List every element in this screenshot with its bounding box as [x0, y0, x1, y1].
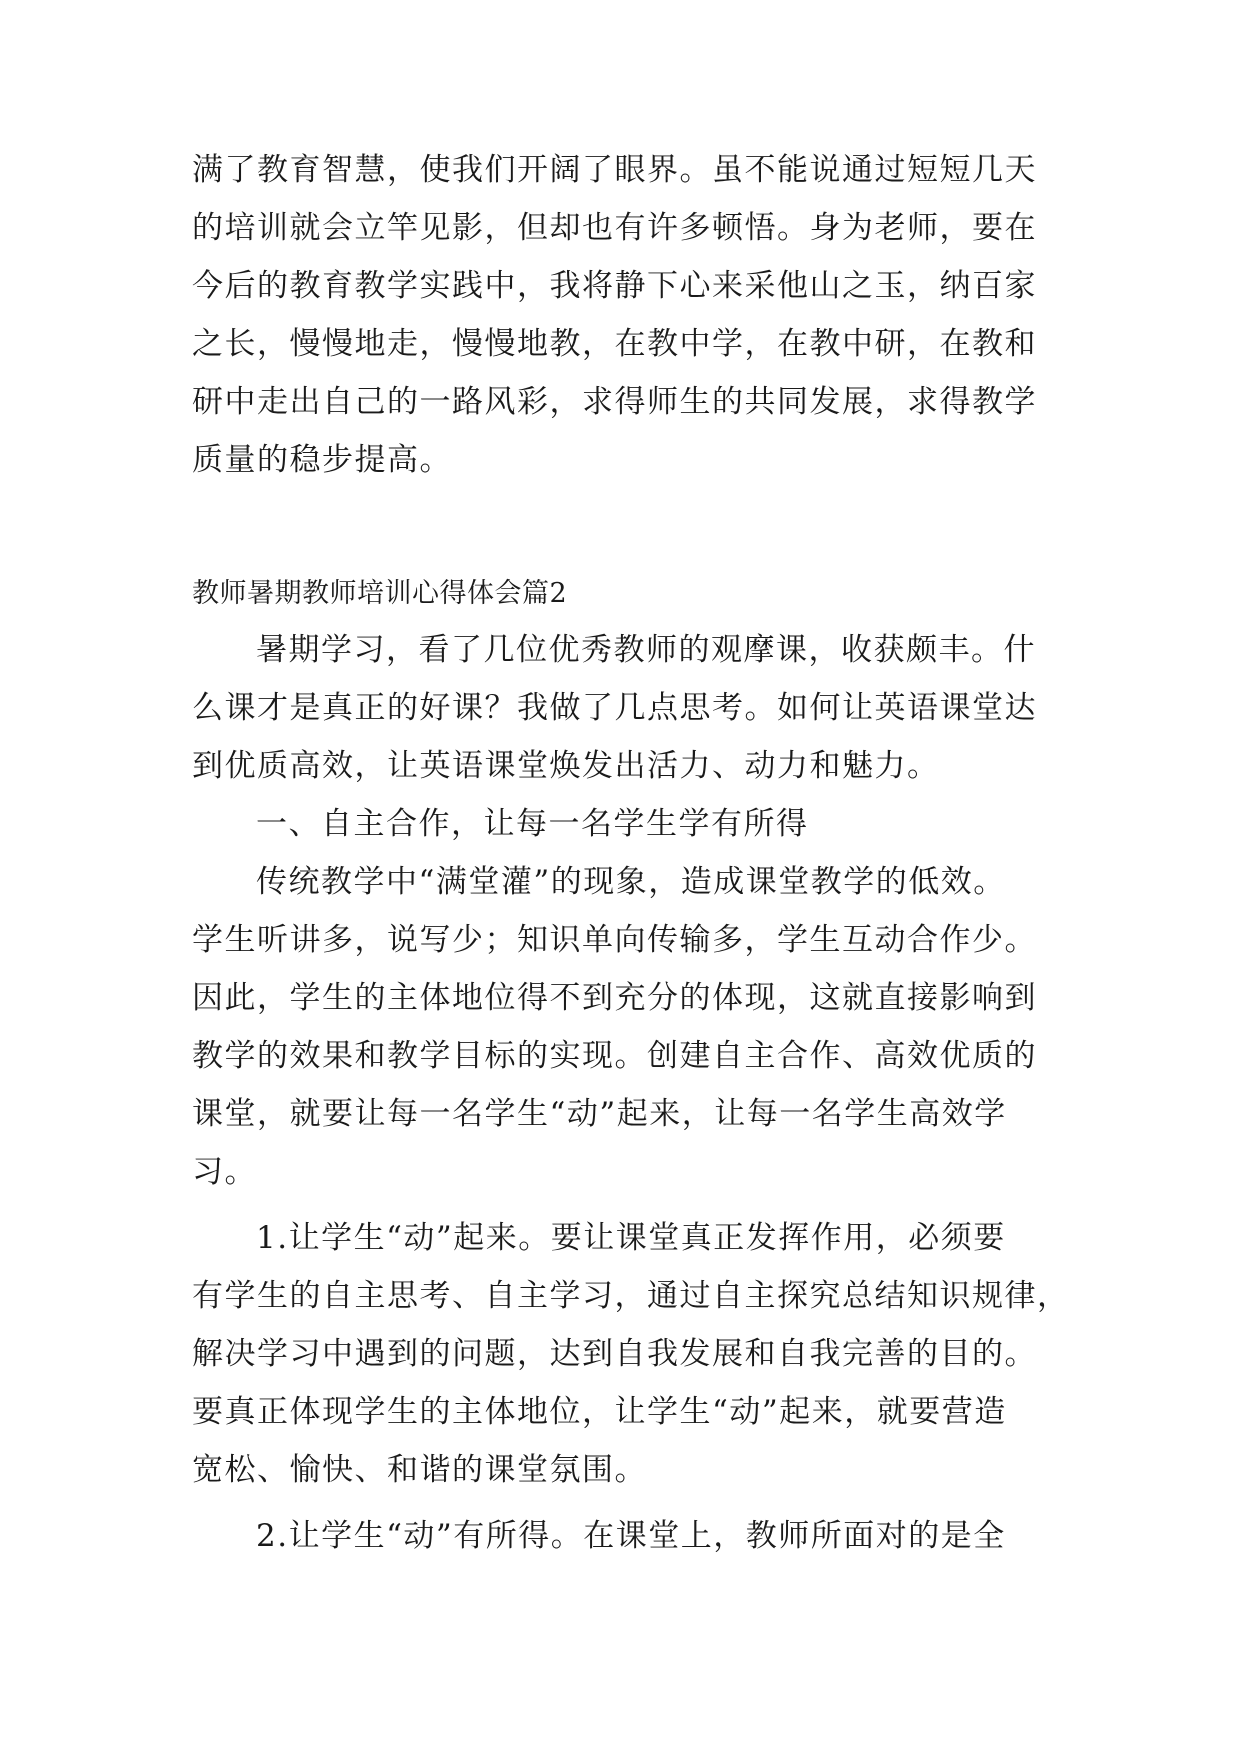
text-line: 2.让学生“动”有所得。在课堂上，教师所面对的是全 — [256, 1518, 1006, 1554]
text-line: 传统教学中“满堂灌”的现象，造成课堂教学的低效。 — [256, 864, 1006, 900]
text-line: 解决学习中遇到的问题，达到自我发展和自我完善的目的。 — [192, 1336, 1037, 1372]
text-line: 之长，慢慢地走，慢慢地教，在教中学，在教中研，在教和 — [192, 326, 1037, 362]
text-line: 宽松、愉快、和谐的课堂氛围。 — [192, 1452, 647, 1488]
text-line: 因此，学生的主体地位得不到充分的体现，这就直接影响到 — [192, 980, 1037, 1016]
text-line: 学生听讲多，说写少；知识单向传输多，学生互动合作少。 — [192, 922, 1037, 958]
text-line: 暑期学习，看了几位优秀教师的观摩课，收获颇丰。什 — [256, 632, 1036, 668]
text-line: 么课才是真正的好课？我做了几点思考。如何让英语课堂达 — [192, 690, 1037, 726]
text-line: 到优质高效，让英语课堂焕发出活力、动力和魅力。 — [192, 748, 940, 784]
text-line: 的培训就会立竿见影，但却也有许多顿悟。身为老师，要在 — [192, 210, 1037, 246]
text-line: 教学的效果和教学目标的实现。创建自主合作、高效优质的 — [192, 1038, 1037, 1074]
section-title: 教师暑期教师培训心得体会篇2 — [192, 578, 568, 609]
text-line: 今后的教育教学实践中，我将静下心来采他山之玉，纳百家 — [192, 268, 1037, 304]
text-line: 1.让学生“动”起来。要让课堂真正发挥作用，必须要 — [256, 1220, 1006, 1256]
text-line: 满了教育智慧，使我们开阔了眼界。虽不能说通过短短几天 — [192, 152, 1037, 188]
subheading: 一、自主合作，让每一名学生学有所得 — [256, 806, 809, 842]
text-line: 习。 — [192, 1154, 257, 1190]
text-line: 课堂，就要让每一名学生“动”起来，让每一名学生高效学 — [192, 1096, 1007, 1132]
text-line: 研中走出自己的一路风彩，求得师生的共同发展，求得教学 — [192, 384, 1037, 420]
text-line: 有学生的自主思考、自主学习，通过自主探究总结知识规律， — [192, 1278, 1070, 1314]
text-line: 质量的稳步提高。 — [192, 442, 452, 478]
text-line: 要真正体现学生的主体地位，让学生“动”起来，就要营造 — [192, 1394, 1007, 1430]
